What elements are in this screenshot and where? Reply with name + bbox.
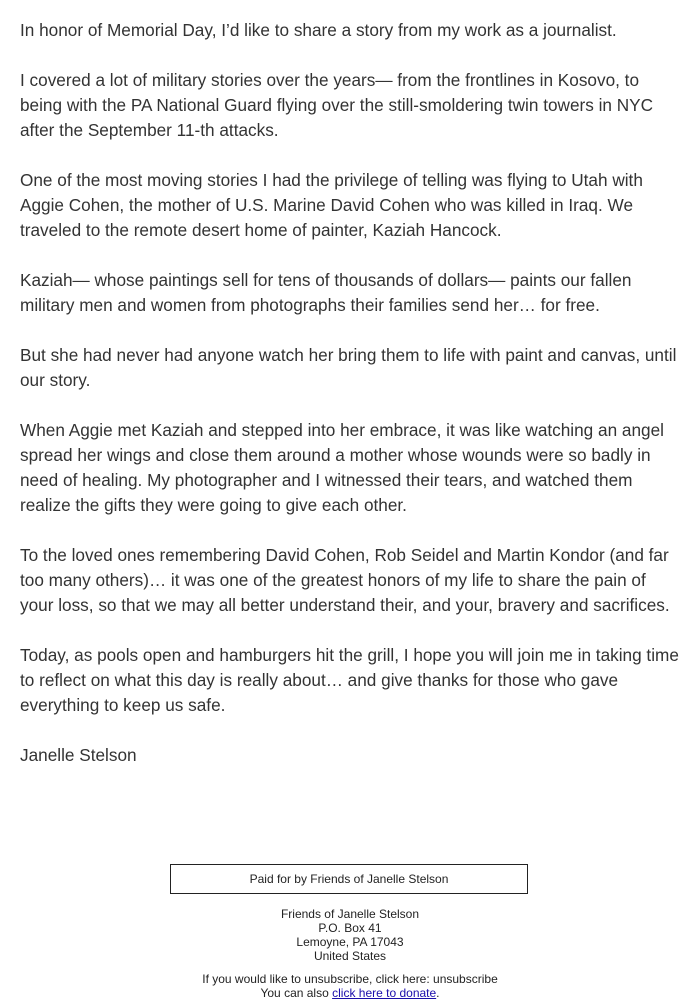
address-org: Friends of Janelle Stelson [280, 907, 420, 921]
unsubscribe-line [0, 972, 700, 986]
body-paragraph-5: But she had never had anyone watch her bring them to life with paint and canvas, until our story. [20, 345, 677, 390]
email-body [20, 18, 680, 768]
donate-prefix: You can also [260, 986, 333, 1000]
unsubscribe-prefix: If you would like to unsubscribe, click here: [202, 972, 434, 986]
donate-suffix: . [436, 986, 440, 1000]
body-paragraph-7: To the loved ones remembering David Cohen, Rob Seidel and Martin Kondor (and far too many others)… it was one of the greatest honors of my life to share the pain of your loss, so that we may all better understand their, and your, bravery and sacrifices. [20, 545, 670, 615]
donate-line [0, 986, 700, 1000]
unsubscribe-block [0, 972, 700, 1000]
signature: Janelle Stelson [20, 745, 137, 765]
paid-for-text: Paid for by Friends of Janelle Stelson [249, 872, 449, 886]
body-paragraph-3: One of the most moving stories I had the privilege of telling was flying to Utah with Aggie Cohen, the mother of U.S. Marine David Cohen who was killed in Iraq. We traveled to the remote desert home of painter, Kaziah Hancock. [20, 170, 643, 240]
address-po-box: P.O. Box 41 [318, 921, 382, 935]
address-country: United States [313, 949, 387, 963]
body-paragraph-1: In honor of Memorial Day, I’d like to share a story from my work as a journalist. [20, 20, 617, 40]
body-paragraph-6: When Aggie met Kaziah and stepped into her embrace, it was like watching an angel spread her wings and close them around a mother whose wounds were so badly in need of healing. My photographer and I witnessed their tears, and watched them realize the gifts they were going to give each other. [20, 420, 664, 515]
body-paragraph-2: I covered a lot of military stories over the years— from the frontlines in Kosovo, to being with the PA National Guard flying over the still-smoldering twin towers in NYC after the September 11-th attacks. [20, 70, 654, 140]
body-paragraph-8: Today, as pools open and hamburgers hit the grill, I hope you will join me in taking time to reflect on what this day is really about… and give thanks for those who gave everything to keep us safe. [20, 645, 679, 715]
body-paragraph-4: Kaziah— whose paintings sell for tens of thousands of dollars— paints our fallen military men and women from photographs their families send her… for free. [20, 270, 632, 315]
email-footer [0, 864, 700, 1000]
paid-for-disclaimer [170, 864, 528, 894]
address-city: Lemoyne, PA 17043 [296, 935, 404, 949]
unsubscribe-link[interactable]: unsubscribe [433, 972, 498, 986]
mailing-address [0, 907, 700, 963]
donate-link[interactable]: click here to donate [332, 986, 437, 1000]
